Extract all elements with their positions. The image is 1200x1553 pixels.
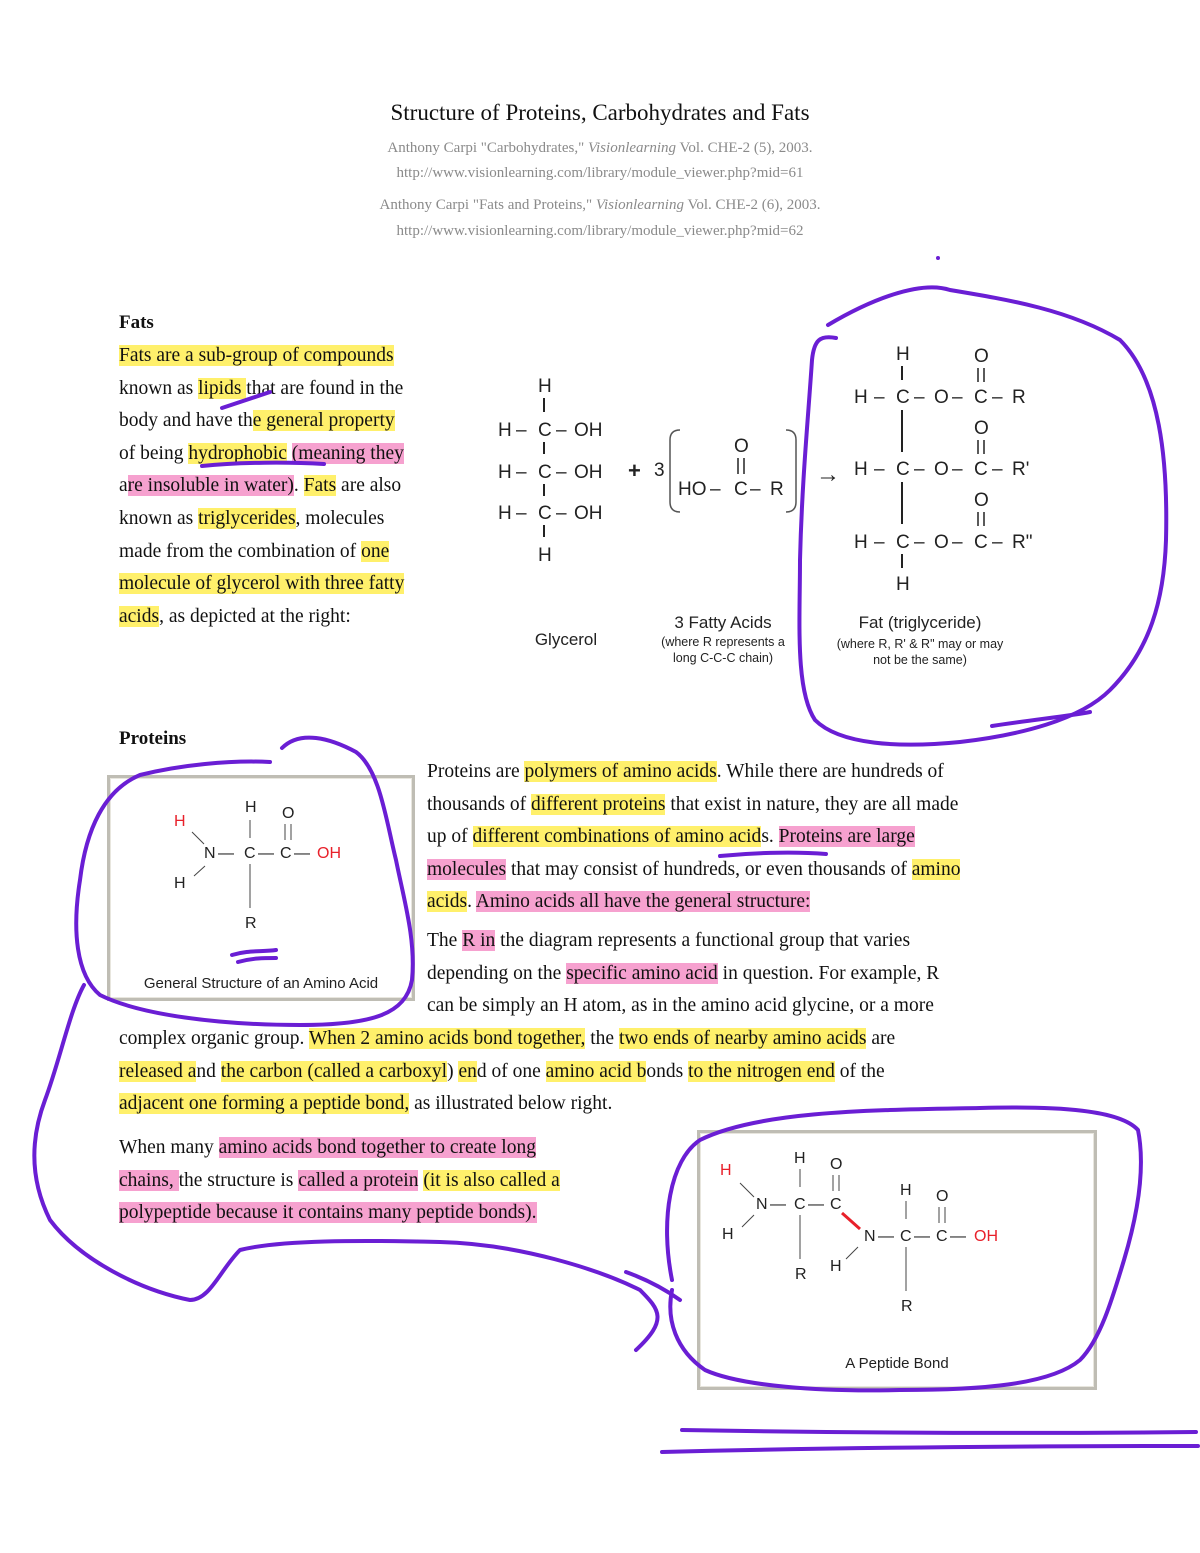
highlight-yellow: different combinations of amino acid — [472, 826, 762, 848]
text-run: that are found in the — [246, 377, 404, 399]
atom-h: H — [854, 532, 868, 553]
highlight-pink: amino acids bond together to create long — [218, 1137, 536, 1158]
bond: – — [516, 503, 527, 524]
highlight-pink: re insoluble in water) — [127, 475, 294, 497]
fatty-acids-note-1: (where R represents a — [661, 635, 785, 649]
bond: — — [770, 1196, 786, 1213]
atom-h-red: H — [174, 813, 186, 830]
fats-heading: Fats — [119, 312, 154, 333]
ink-stroke-triglyceride — [992, 712, 1090, 726]
text-run: known as — [119, 507, 199, 529]
atom-h: H — [854, 387, 868, 408]
atom-h: H — [498, 503, 512, 524]
ink-underline-hydrophobic — [202, 463, 324, 466]
text-run: nd — [196, 1060, 221, 1082]
reaction-arrow: → — [816, 461, 840, 488]
atom-oh: OH — [574, 420, 603, 441]
ink-circle-amino-acid — [76, 738, 413, 1025]
highlight-yellow: Fats are a sub-group of compounds — [119, 345, 394, 366]
highlight-pink: called a protein — [298, 1169, 419, 1191]
bond: – — [874, 387, 885, 408]
highlight-yellow: the carbon (called a carboxyl — [220, 1060, 448, 1082]
highlight-yellow: lipids — [198, 377, 247, 399]
highlight-yellow: When 2 amino acids bond together, — [308, 1028, 586, 1049]
highlight-yellow: polymers of amino acids — [524, 761, 717, 782]
highlight-yellow: e general property — [252, 410, 395, 432]
atom-h: H — [854, 459, 868, 480]
atom-h: H — [722, 1226, 734, 1243]
atom-r-double-prime: R" — [1012, 532, 1033, 553]
text-run: , molecules — [295, 507, 385, 529]
atom-r: R — [795, 1266, 807, 1283]
atom-o: O — [974, 490, 989, 511]
text-run: , as depicted at the right: — [159, 605, 351, 627]
atom-c: C — [896, 387, 910, 408]
atom-h: H — [538, 545, 552, 566]
ink-underline-amino-acids — [720, 853, 826, 856]
text-run: made from the combination of — [119, 540, 362, 562]
text-run: as illustrated below right. — [409, 1093, 613, 1115]
text-run: the diagram represents a functional group that varies — [495, 930, 911, 951]
atom-c: C — [794, 1196, 806, 1213]
bond: – — [556, 503, 567, 524]
atom-c: C — [936, 1228, 948, 1245]
bond: – — [750, 479, 761, 500]
atom-n: N — [204, 845, 216, 862]
bond: – — [874, 459, 885, 480]
bond: – — [992, 387, 1003, 408]
citation-1-journal: Visionlearning — [587, 140, 677, 156]
atom-h: H — [498, 420, 512, 441]
text-run: . While there are hundreds of — [716, 761, 944, 782]
text-run: in question. For example, R — [717, 962, 940, 984]
citation-2-authors: Anthony Carpi "Fats and Proteins," — [379, 197, 596, 213]
bond: – — [952, 532, 963, 553]
text-run: The — [427, 930, 463, 951]
ink-line-bottom-1 — [682, 1430, 1196, 1433]
citation-1-authors: Anthony Carpi "Carbohydrates," — [387, 140, 588, 156]
text-run: are also — [336, 475, 402, 497]
fatty-acids-caption: 3 Fatty Acids — [674, 613, 772, 632]
bond: – — [556, 420, 567, 441]
atom-oh-red: OH — [317, 845, 341, 862]
text-run: complex organic group. — [119, 1028, 309, 1049]
text-run: can be simply an H atom, as in the amino acid glycine, or a more — [427, 995, 934, 1017]
highlight-pink: chains, — [119, 1169, 179, 1191]
bond: – — [710, 479, 721, 500]
atom-r-prime: R' — [1012, 459, 1030, 480]
ink-circle-triglyceride — [799, 287, 1166, 744]
atom-r: R — [245, 915, 257, 932]
atom-o: O — [974, 346, 989, 367]
atom-h: H — [538, 376, 552, 397]
highlight-pink: Amino acids all have the general structure: — [475, 891, 811, 913]
text-run: up of — [427, 826, 473, 848]
fatty-acids-note-2: long C-C-C chain) — [672, 651, 774, 665]
bond: — — [950, 1228, 966, 1245]
bond: — — [914, 1228, 930, 1245]
highlight-pink: molecules — [427, 858, 507, 880]
bond: – — [952, 387, 963, 408]
bond: — — [878, 1228, 894, 1245]
fat-note-1: (where R, R' & R" may or may — [836, 637, 1004, 651]
ink-bracket-left — [34, 985, 657, 1350]
atom-o: O — [830, 1156, 843, 1173]
highlight-yellow: Fats — [303, 475, 337, 497]
atom-c: C — [896, 459, 910, 480]
highlight-yellow: amino — [911, 858, 961, 880]
fat-caption: Fat (triglyceride) — [858, 613, 982, 632]
atom-h: H — [498, 462, 512, 483]
atom-c: C — [974, 532, 988, 553]
atom-ho: HO — [678, 479, 707, 500]
highlight-yellow: to the nitrogen end — [688, 1060, 835, 1082]
citation-2-url[interactable]: http://www.visionlearning.com/library/module_viewer.php?mid=62 — [396, 223, 804, 239]
bond: – — [914, 459, 925, 480]
atom-c: C — [538, 503, 552, 524]
coefficient: 3 — [654, 460, 665, 481]
highlight-yellow: molecule of glycerol with three fatty — [119, 573, 405, 595]
text-run: a — [119, 475, 128, 497]
atom-oh: OH — [574, 462, 603, 483]
page-title: Structure of Proteins, Carbohydrates and Fats — [390, 100, 810, 125]
peptide-bond-caption: A Peptide Bond — [845, 1355, 949, 1372]
citation-2-journal: Visionlearning — [595, 197, 684, 213]
atom-o: O — [282, 805, 295, 822]
plus-sign: + — [628, 458, 641, 483]
ink-line-bottom-2 — [662, 1446, 1198, 1452]
atom-c: C — [974, 459, 988, 480]
atom-o: O — [934, 532, 949, 553]
highlight-yellow: one — [361, 540, 390, 562]
text-run: s. — [761, 826, 779, 848]
text-run: the — [585, 1028, 619, 1049]
text-run: . — [467, 891, 476, 913]
atom-r: R — [770, 479, 784, 500]
atom-n: N — [864, 1228, 876, 1245]
citation-1-url[interactable]: http://www.visionlearning.com/library/module_viewer.php?mid=61 — [396, 165, 804, 181]
bond: — — [808, 1196, 824, 1213]
text-run: onds — [646, 1060, 689, 1082]
highlight-yellow: acids — [427, 891, 468, 913]
ink-scribble-amino — [232, 950, 276, 962]
amino-acid-caption: General Structure of an Amino Acid — [143, 975, 379, 992]
atom-h: H — [900, 1182, 912, 1199]
atom-c: C — [896, 532, 910, 553]
text-run: the structure is — [178, 1169, 299, 1191]
atom-h: H — [896, 344, 910, 365]
fat-note-2: not be the same) — [873, 653, 967, 667]
atom-h: H — [896, 574, 910, 595]
citation-2-volume: Vol. CHE-2 (6), 2003. — [683, 197, 821, 213]
text-run: . — [293, 475, 304, 497]
text-run: are — [866, 1028, 896, 1049]
highlight-yellow: amino acid b — [545, 1060, 647, 1082]
ink-underline-lipids — [222, 392, 270, 408]
atom-c: C — [538, 420, 552, 441]
highlight-yellow: two ends of nearby amino acids — [618, 1028, 867, 1049]
text-run: Proteins are — [427, 761, 525, 782]
bond: – — [914, 532, 925, 553]
glycerol-caption: Glycerol — [534, 630, 598, 649]
ink-circle-peptide — [667, 1108, 1141, 1391]
highlight-pink: polypeptide because it contains many peptide bonds). — [119, 1202, 537, 1224]
bond: – — [516, 462, 527, 483]
atom-h-red: H — [720, 1162, 732, 1179]
bond: – — [992, 532, 1003, 553]
atom-o: O — [936, 1188, 949, 1205]
highlight-pink: specific amino acid — [566, 962, 718, 984]
atom-c: C — [974, 387, 988, 408]
ink-dot — [936, 256, 940, 260]
highlight-yellow: (it is also called a — [423, 1169, 560, 1191]
highlight-yellow: released a — [119, 1060, 197, 1082]
atom-c: C — [900, 1228, 912, 1245]
proteins-heading: Proteins — [119, 728, 187, 749]
atom-c: C — [830, 1196, 842, 1213]
highlight-yellow: hydrophobic — [188, 442, 287, 464]
atom-o: O — [974, 418, 989, 439]
text-run: body and have th — [119, 410, 253, 432]
highlight-pink: (meaning they — [291, 442, 404, 464]
text-run: thousands of — [427, 793, 531, 815]
atom-oh: OH — [574, 503, 603, 524]
atom-c: C — [538, 462, 552, 483]
highlight-yellow: en — [458, 1060, 477, 1082]
text-run: that exist in nature, they are all made — [665, 793, 959, 815]
highlight-pink: R in — [462, 930, 496, 951]
atom-n: N — [756, 1196, 768, 1213]
text-run: that may consist of hundreds, or even thousands of — [506, 858, 912, 880]
highlight-pink: Proteins are large — [778, 826, 915, 848]
atom-c: C — [244, 845, 256, 862]
bond: — — [294, 845, 310, 862]
bond: – — [874, 532, 885, 553]
text-run: of being — [119, 442, 189, 464]
text-run: of the — [834, 1060, 885, 1082]
atom-h: H — [830, 1258, 842, 1275]
highlight-yellow: different proteins — [531, 793, 666, 815]
atom-r: R — [1012, 387, 1026, 408]
atom-o: O — [734, 436, 749, 457]
text-run: ) — [447, 1060, 459, 1082]
bond: – — [556, 462, 567, 483]
bond: — — [218, 845, 234, 862]
atom-o: O — [934, 459, 949, 480]
citation-1-volume: Vol. CHE-2 (5), 2003. — [676, 140, 813, 156]
atom-r: R — [901, 1298, 913, 1315]
text-run: d of one — [476, 1060, 546, 1082]
text-run: known as — [119, 377, 199, 399]
bond: — — [258, 845, 274, 862]
atom-h: H — [245, 799, 257, 816]
bond: – — [516, 420, 527, 441]
atom-h: H — [174, 875, 186, 892]
bond: – — [914, 387, 925, 408]
text-run: When many — [119, 1137, 219, 1158]
highlight-yellow: acids — [119, 605, 160, 627]
atom-h: H — [794, 1150, 806, 1167]
bond: – — [952, 459, 963, 480]
bond: – — [992, 459, 1003, 480]
atom-c: C — [280, 845, 292, 862]
atom-oh-red: OH — [974, 1228, 998, 1245]
atom-c: C — [734, 479, 748, 500]
highlight-yellow: adjacent one forming a peptide bond, — [119, 1093, 410, 1115]
atom-o: O — [934, 387, 949, 408]
highlight-yellow: triglycerides — [198, 507, 296, 529]
text-run: depending on the — [427, 962, 567, 984]
